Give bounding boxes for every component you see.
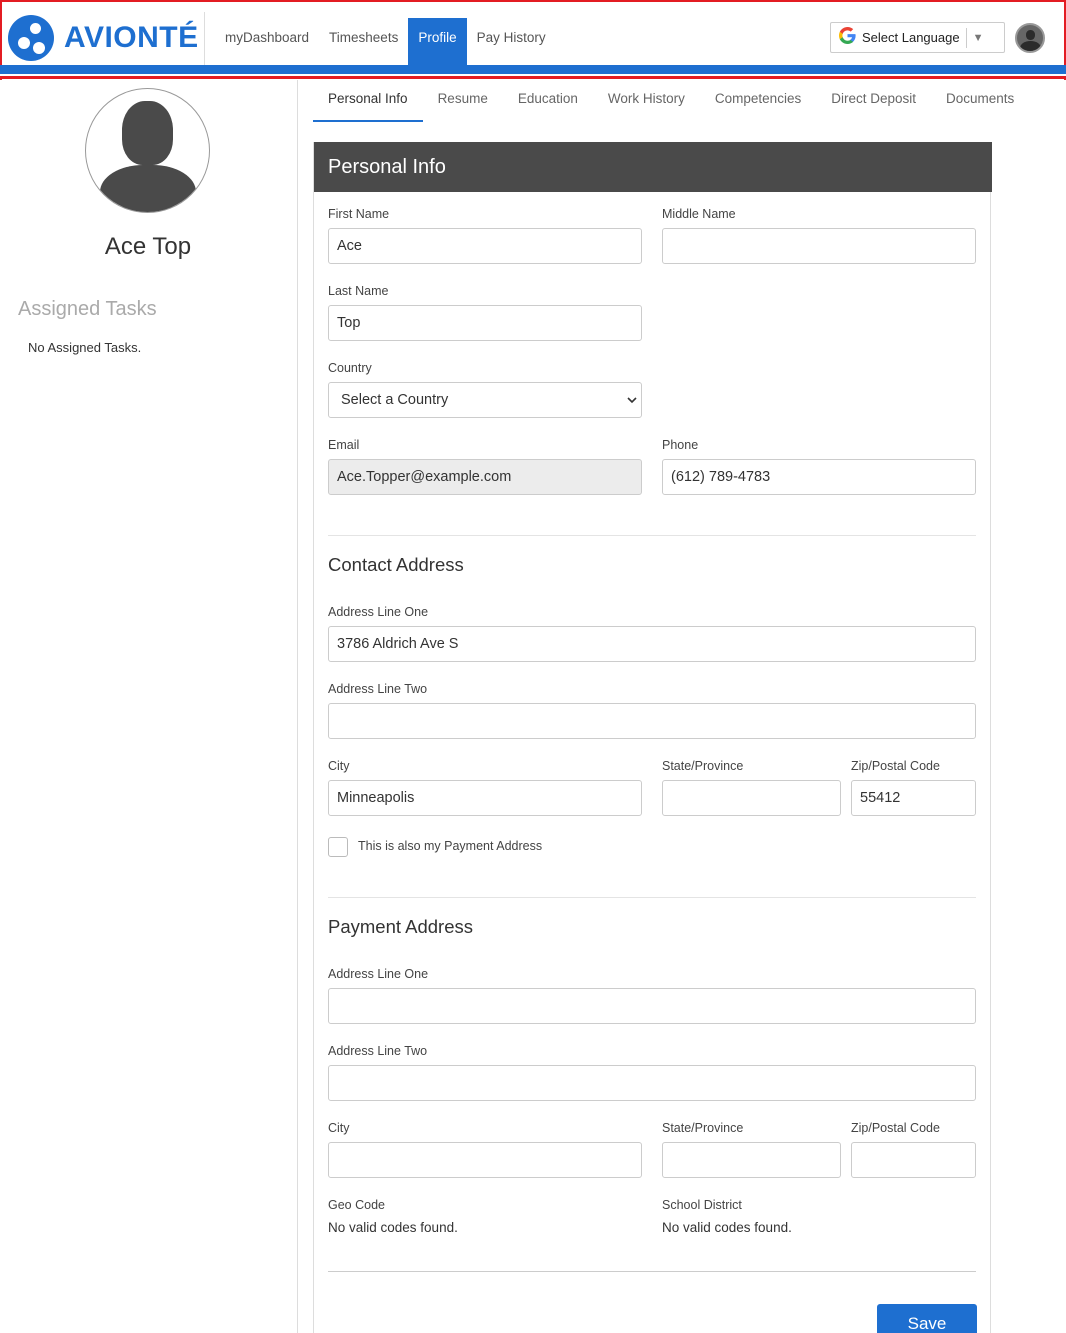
nav-item-pay-history[interactable]: Pay History xyxy=(476,30,546,45)
payment-line2-label: Address Line Two xyxy=(328,1044,428,1058)
first-name-label: First Name xyxy=(328,207,390,221)
personal-info-panel xyxy=(313,142,991,1333)
profile-avatar-icon xyxy=(85,88,210,213)
section-divider xyxy=(328,535,976,536)
profile-tabs xyxy=(313,80,1029,122)
header-red-line xyxy=(0,76,1066,79)
tab-competencies[interactable]: Competencies xyxy=(714,91,802,106)
logo-text: AVIONTÉ xyxy=(64,21,199,54)
payment-state-label: State/Province xyxy=(662,1121,744,1135)
first-name-input[interactable]: Ace xyxy=(328,228,642,264)
nav-item-profile[interactable]: Profile xyxy=(408,18,466,67)
contact-line2-label: Address Line Two xyxy=(328,682,428,696)
tab-education[interactable]: Education xyxy=(517,91,578,106)
school-district-label: School District xyxy=(662,1198,742,1212)
last-name-label: Last Name xyxy=(328,284,389,298)
contact-state-label: State/Province xyxy=(662,759,744,773)
payment-line2-input[interactable] xyxy=(328,1065,976,1101)
payment-city-input[interactable] xyxy=(328,1142,642,1178)
main-nav xyxy=(215,18,556,67)
avionte-logo-icon xyxy=(8,15,54,61)
tab-direct-deposit[interactable]: Direct Deposit xyxy=(831,91,916,106)
contact-city-label: City xyxy=(328,759,350,773)
payment-zip-input[interactable] xyxy=(851,1142,976,1178)
contact-zip-label: Zip/Postal Code xyxy=(851,759,940,773)
payment-state-input[interactable] xyxy=(662,1142,841,1178)
language-divider xyxy=(966,28,967,48)
country-select-value: Select a Country xyxy=(341,392,449,408)
contact-line2-input[interactable] xyxy=(328,703,976,739)
avionte-logo[interactable] xyxy=(8,14,199,62)
chevron-down-icon xyxy=(627,383,637,432)
contact-line1-input[interactable]: 3786 Aldrich Ave S xyxy=(328,626,976,662)
tab-work-history[interactable]: Work History xyxy=(607,91,685,106)
middle-name-input[interactable] xyxy=(662,228,976,264)
language-label: Select Language xyxy=(862,30,960,45)
header-accent-bar xyxy=(0,65,1066,74)
language-selector[interactable] xyxy=(830,22,1005,53)
assigned-tasks-title: Assigned Tasks xyxy=(18,298,157,320)
nav-item-timesheets[interactable]: Timesheets xyxy=(329,30,399,45)
footer-divider xyxy=(328,1271,976,1272)
phone-label: Phone xyxy=(662,438,699,452)
section-divider xyxy=(328,897,976,898)
google-g-icon xyxy=(839,27,856,49)
payment-line1-input[interactable] xyxy=(328,988,976,1024)
contact-address-title: Contact Address xyxy=(328,554,464,575)
contact-city-input[interactable]: Minneapolis xyxy=(328,780,642,816)
last-name-input[interactable]: Top xyxy=(328,305,642,341)
sidebar xyxy=(0,80,298,1333)
middle-name-label: Middle Name xyxy=(662,207,736,221)
logo-divider xyxy=(204,12,205,67)
payment-address-checkbox[interactable] xyxy=(328,837,348,857)
assigned-tasks-empty: No Assigned Tasks. xyxy=(28,340,142,355)
panel-title: Personal Info xyxy=(314,142,992,192)
nav-item-mydashboard[interactable]: myDashboard xyxy=(225,30,310,45)
country-select[interactable] xyxy=(328,382,642,418)
save-button[interactable]: Save xyxy=(877,1304,977,1333)
profile-name: Ace Top xyxy=(104,233,192,260)
email-input: Ace.Topper@example.com xyxy=(328,459,642,495)
payment-address-title: Payment Address xyxy=(328,916,473,937)
payment-address-checkbox-label[interactable]: This is also my Payment Address xyxy=(358,839,543,853)
country-label: Country xyxy=(328,361,372,375)
tab-documents[interactable]: Documents xyxy=(945,91,1015,106)
payment-zip-label: Zip/Postal Code xyxy=(851,1121,940,1135)
payment-line1-label: Address Line One xyxy=(328,967,429,981)
contact-zip-input[interactable]: 55412 xyxy=(851,780,976,816)
school-district-value: No valid codes found. xyxy=(662,1220,792,1235)
email-label: Email xyxy=(328,438,360,452)
tab-personal-info[interactable]: Personal Info xyxy=(313,80,423,122)
payment-city-label: City xyxy=(328,1121,350,1135)
geo-code-label: Geo Code xyxy=(328,1198,385,1212)
contact-state-input[interactable] xyxy=(662,780,841,816)
user-avatar-icon[interactable] xyxy=(1015,23,1045,53)
phone-input[interactable]: (612) 789-4783 xyxy=(662,459,976,495)
caret-down-icon: ▼ xyxy=(972,31,984,44)
tab-resume[interactable]: Resume xyxy=(437,91,488,106)
geo-code-value: No valid codes found. xyxy=(328,1220,458,1235)
contact-line1-label: Address Line One xyxy=(328,605,429,619)
